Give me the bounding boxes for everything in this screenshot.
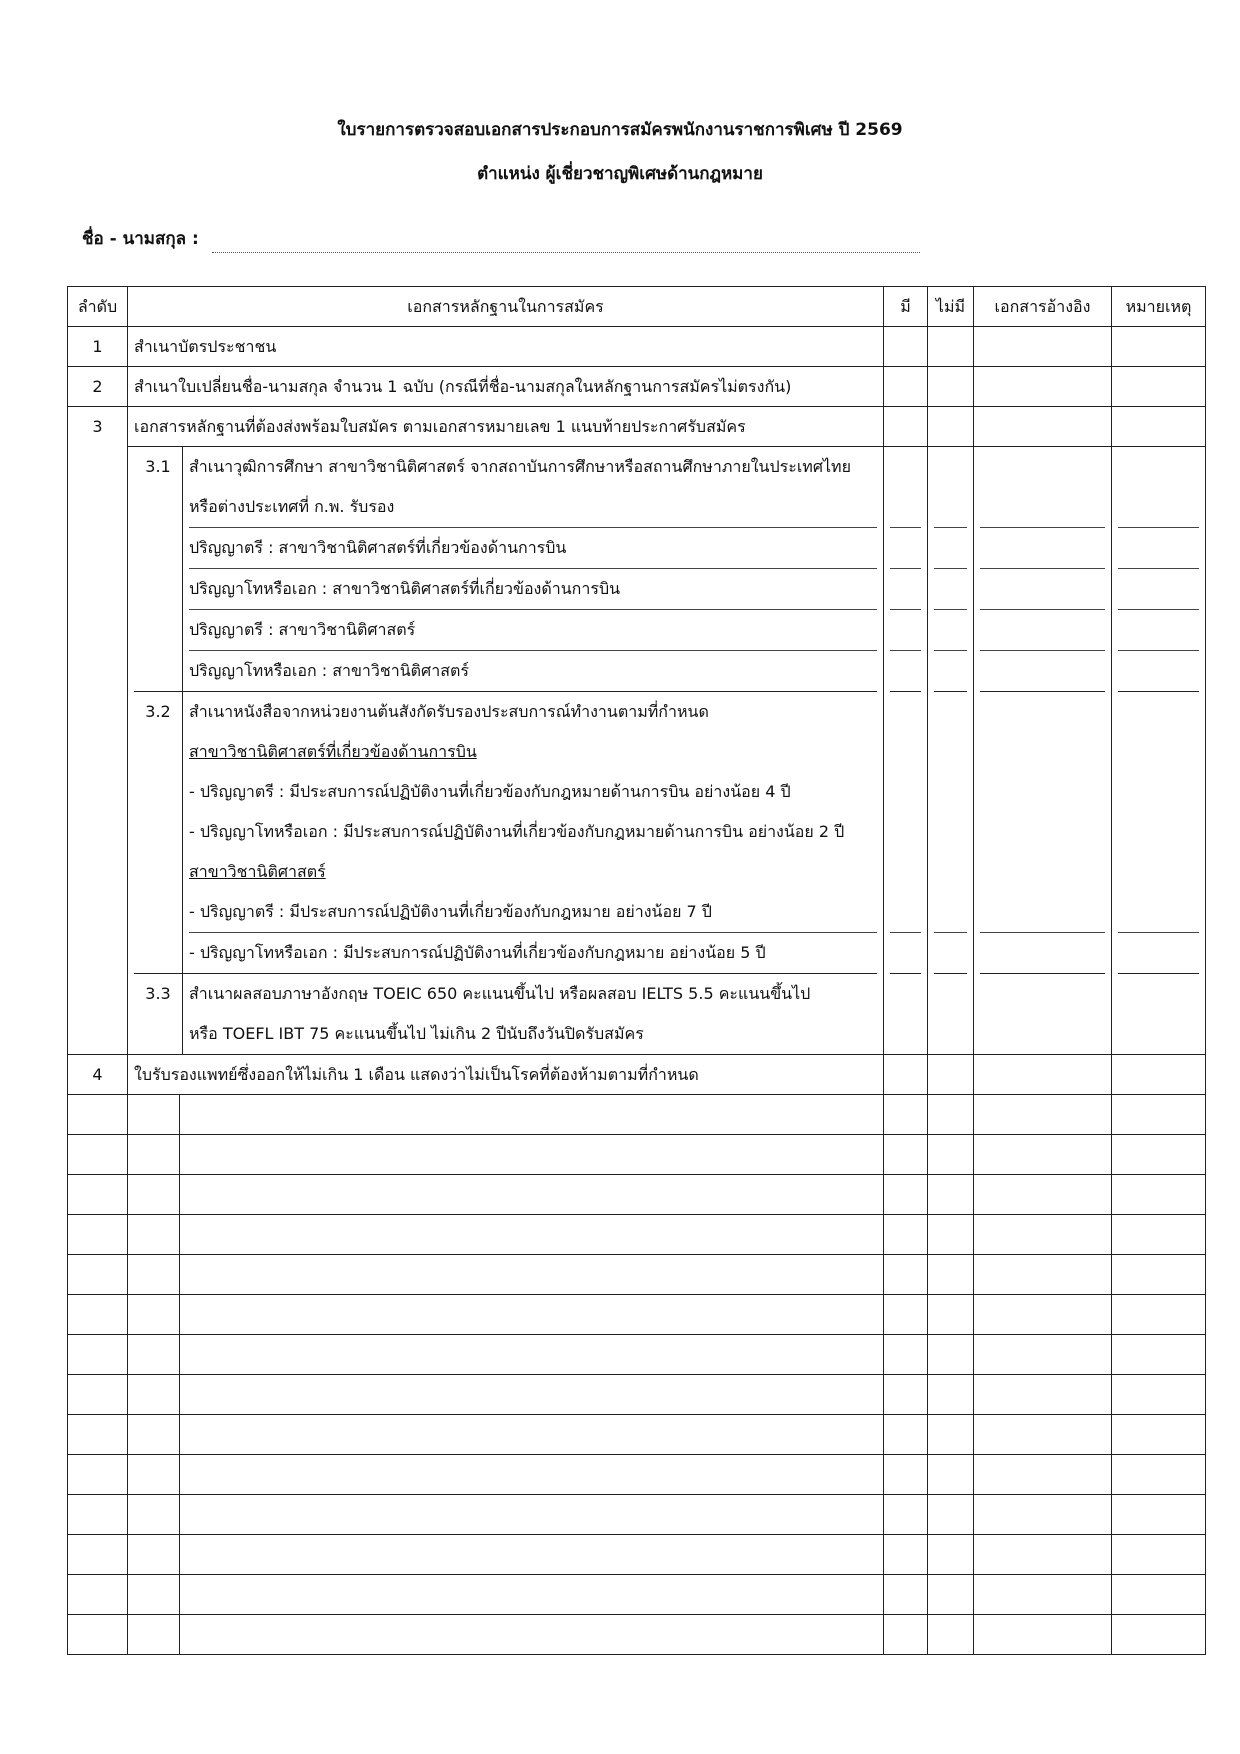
blank-cell[interactable]	[884, 1375, 928, 1415]
blank-cell[interactable]	[884, 1135, 928, 1175]
blank-cell[interactable]	[1112, 1415, 1206, 1455]
sub-item-number: 3.2	[134, 692, 183, 973]
blank-cell[interactable]	[928, 1375, 974, 1415]
reference-cell[interactable]	[974, 1055, 1112, 1095]
checklist-table	[67, 286, 1206, 1655]
blank-cell[interactable]	[128, 1255, 180, 1295]
blank-cell[interactable]	[68, 1575, 128, 1615]
blank-cell[interactable]	[1112, 1495, 1206, 1535]
blank-cell[interactable]	[884, 1495, 928, 1535]
blank-cell[interactable]	[928, 1175, 974, 1215]
row-number: 3	[68, 407, 128, 1055]
sub-item-line: สำเนาผลสอบภาษาอังกฤษ TOEIC 650 คะแนนขึ้นไป หรือผลสอบ IELTS 5.5 คะแนนขึ้นไป	[189, 984, 811, 1003]
reference-cell[interactable]	[974, 327, 1112, 367]
blank-cell[interactable]	[974, 1095, 1112, 1135]
row-number: 4	[68, 1055, 128, 1095]
sub-item-line: - ปริญญาโทหรือเอก : มีประสบการณ์ปฏิบัติงานที่เกี่ยวข้องกับกฎหมายด้านการบิน อย่างน้อย 2 ปี	[189, 822, 845, 841]
blank-cell[interactable]	[928, 1135, 974, 1175]
table-row	[68, 327, 1206, 367]
blank-cell[interactable]	[1112, 1295, 1206, 1335]
blank-cell[interactable]	[128, 1095, 180, 1135]
blank-row	[68, 1135, 1206, 1175]
blank-cell[interactable]	[68, 1295, 128, 1335]
blank-cell[interactable]	[974, 1495, 1112, 1535]
blank-cell[interactable]	[974, 1455, 1112, 1495]
sub-item-line: ปริญญาโทหรือเอก : สาขาวิชานิติศาสตร์ที่เกี่ยวข้องด้านการบิน	[189, 568, 877, 609]
col-document: เอกสารหลักฐานในการสมัคร	[128, 287, 884, 327]
row-text: เอกสารหลักฐานที่ต้องส่งพร้อมใบสมัคร ตามเอกสารหมายเลข 1 แนบท้ายประกาศรับสมัคร	[128, 407, 884, 447]
remark-cell[interactable]	[1112, 367, 1206, 407]
blank-cell[interactable]	[128, 1615, 180, 1655]
blank-cell[interactable]	[884, 1575, 928, 1615]
blank-cell[interactable]	[884, 1175, 928, 1215]
blank-row	[68, 1375, 1206, 1415]
blank-cell[interactable]	[928, 1255, 974, 1295]
table-row	[68, 367, 1206, 407]
sub-item-number: 3.1	[134, 447, 183, 691]
blank-cell[interactable]	[180, 1535, 884, 1575]
blank-cell[interactable]	[1112, 1255, 1206, 1295]
blank-cell[interactable]	[68, 1135, 128, 1175]
blank-cell[interactable]	[974, 1415, 1112, 1455]
blank-cell[interactable]	[180, 1255, 884, 1295]
reference-cell[interactable]	[974, 407, 1112, 447]
blank-cell[interactable]	[884, 1295, 928, 1335]
blank-row	[68, 1255, 1206, 1295]
blank-cell[interactable]	[68, 1095, 128, 1135]
blank-cell[interactable]	[1112, 1095, 1206, 1135]
blank-cell[interactable]	[1112, 1135, 1206, 1175]
blank-cell[interactable]	[884, 1455, 928, 1495]
blank-row	[68, 1495, 1206, 1535]
blank-cell[interactable]	[974, 1255, 1112, 1295]
position-title: ตำแหน่ง ผู้เชี่ยวชาญพิเศษด้านกฎหมาย	[477, 164, 763, 184]
blank-cell[interactable]	[974, 1295, 1112, 1335]
has-checkbox[interactable]	[884, 1055, 928, 1095]
blank-cell[interactable]	[128, 1215, 180, 1255]
row-text: สำเนาบัตรประชาชน	[128, 327, 884, 367]
has-checkbox[interactable]	[884, 407, 928, 447]
blank-cell[interactable]	[974, 1175, 1112, 1215]
blank-cell[interactable]	[68, 1375, 128, 1415]
blank-cell[interactable]	[928, 1575, 974, 1615]
blank-row	[68, 1175, 1206, 1215]
sub-item-line: ปริญญาโทหรือเอก : สาขาวิชานิติศาสตร์	[189, 650, 877, 691]
remark-cell[interactable]	[1112, 1055, 1206, 1095]
blank-row	[68, 1095, 1206, 1135]
blank-cell[interactable]	[68, 1255, 128, 1295]
blank-cell[interactable]	[68, 1615, 128, 1655]
blank-cell[interactable]	[68, 1175, 128, 1215]
blank-row	[68, 1335, 1206, 1375]
remark-cell[interactable]	[1112, 327, 1206, 367]
blank-cell[interactable]	[180, 1095, 884, 1135]
blank-cell[interactable]	[928, 1455, 974, 1495]
hasnt-checkbox[interactable]	[928, 1055, 974, 1095]
blank-cell[interactable]	[1112, 1455, 1206, 1495]
col-no: ลำดับ	[68, 287, 128, 327]
row-text: ใบรับรองแพทย์ซึ่งออกให้ไม่เกิน 1 เดือน แสดงว่าไม่เป็นโรคที่ต้องห้ามตามที่กำหนด	[128, 1055, 884, 1095]
blank-cell[interactable]	[928, 1295, 974, 1335]
sub-item-heading: สาขาวิชานิติศาสตร์	[189, 862, 326, 881]
col-has: มี	[884, 287, 928, 327]
blank-cell[interactable]	[180, 1375, 884, 1415]
blank-cell[interactable]	[1112, 1335, 1206, 1375]
sub-item-line: สำเนาวุฒิการศึกษา สาขาวิชานิติศาสตร์ จากสถาบันการศึกษาหรือสถานศึกษาภายในประเทศไทย	[189, 457, 851, 476]
row-number: 2	[68, 367, 128, 407]
name-label: ชื่อ - นามสกุล :	[82, 229, 199, 249]
sub-item-line: หรือ TOEFL IBT 75 คะแนนขึ้นไป ไม่เกิน 2 ปีนับถึงวันปิดรับสมัคร	[189, 1024, 644, 1043]
has-checkbox-column[interactable]	[884, 447, 928, 1055]
sub-item-3-3	[134, 973, 877, 1054]
blank-cell[interactable]	[128, 1415, 180, 1455]
blank-cell[interactable]	[128, 1295, 180, 1335]
sub-item-line: ปริญญาตรี : สาขาวิชานิติศาสตร์	[189, 609, 877, 650]
blank-cell[interactable]	[974, 1215, 1112, 1255]
blank-cell[interactable]	[180, 1415, 884, 1455]
blank-cell[interactable]	[1112, 1375, 1206, 1415]
remark-cell[interactable]	[1112, 407, 1206, 447]
blank-cell[interactable]	[128, 1535, 180, 1575]
blank-cell[interactable]	[180, 1295, 884, 1335]
has-checkbox[interactable]	[884, 367, 928, 407]
blank-cell[interactable]	[974, 1135, 1112, 1175]
blank-cell[interactable]	[180, 1175, 884, 1215]
blank-cell[interactable]	[128, 1575, 180, 1615]
sub-item-line: หรือต่างประเทศที่ ก.พ. รับรอง	[189, 497, 395, 516]
col-hasnt: ไม่มี	[928, 287, 974, 327]
sub-items-row	[68, 447, 1206, 1055]
blank-cell[interactable]	[128, 1335, 180, 1375]
blank-cell[interactable]	[180, 1215, 884, 1255]
reference-column[interactable]	[974, 447, 1112, 1055]
blank-cell[interactable]	[884, 1335, 928, 1375]
blank-row	[68, 1215, 1206, 1255]
blank-cell[interactable]	[974, 1535, 1112, 1575]
sub-item-3-2	[134, 691, 877, 973]
blank-cell[interactable]	[68, 1415, 128, 1455]
sub-item-line: - ปริญญาโทหรือเอก : มีประสบการณ์ปฏิบัติงานที่เกี่ยวข้องกับกฎหมาย อย่างน้อย 5 ปี	[189, 932, 877, 973]
table-row	[68, 407, 1206, 447]
name-fill-line[interactable]	[212, 252, 920, 253]
header-row	[68, 287, 1206, 327]
sub-item-line: ปริญญาตรี : สาขาวิชานิติศาสตร์ที่เกี่ยวข้องด้านการบิน	[189, 527, 877, 568]
page-title: ใบรายการตรวจสอบเอกสารประกอบการสมัครพนักงานราชการพิเศษ ปี 2569	[337, 120, 903, 140]
sub-item-line: - ปริญญาตรี : มีประสบการณ์ปฏิบัติงานที่เกี่ยวข้องกับกฎหมายด้านการบิน อย่างน้อย 4 ปี	[189, 782, 791, 801]
sub-item-line: - ปริญญาตรี : มีประสบการณ์ปฏิบัติงานที่เกี่ยวข้องกับกฎหมาย อย่างน้อย 7 ปี	[189, 902, 712, 921]
hasnt-checkbox[interactable]	[928, 367, 974, 407]
blank-cell[interactable]	[68, 1495, 128, 1535]
blank-cell[interactable]	[974, 1575, 1112, 1615]
sub-item-line: สำเนาหนังสือจากหน่วยงานต้นสังกัดรับรองประสบการณ์ทำงานตามที่กำหนด	[189, 702, 709, 721]
blank-cell[interactable]	[128, 1175, 180, 1215]
sub-item-3-1	[134, 447, 877, 691]
blank-cell[interactable]	[1112, 1535, 1206, 1575]
blank-cell[interactable]	[884, 1415, 928, 1455]
blank-cell[interactable]	[884, 1095, 928, 1135]
table-row	[68, 1055, 1206, 1095]
col-reference: เอกสารอ้างอิง	[974, 287, 1112, 327]
hasnt-checkbox[interactable]	[928, 327, 974, 367]
blank-cell[interactable]	[974, 1375, 1112, 1415]
blank-cell[interactable]	[180, 1135, 884, 1175]
row-text: สำเนาใบเปลี่ยนชื่อ-นามสกุล จำนวน 1 ฉบับ (กรณีที่ชื่อ-นามสกุลในหลักฐานการสมัครไม่ตรงกัน)	[128, 367, 884, 407]
blank-cell[interactable]	[1112, 1175, 1206, 1215]
blank-cell[interactable]	[884, 1615, 928, 1655]
blank-row	[68, 1295, 1206, 1335]
hasnt-checkbox[interactable]	[928, 407, 974, 447]
blank-cell[interactable]	[68, 1215, 128, 1255]
blank-cell[interactable]	[180, 1455, 884, 1495]
sub-item-heading: สาขาวิชานิติศาสตร์ที่เกี่ยวข้องด้านการบิน	[189, 742, 477, 761]
blank-cell[interactable]	[1112, 1615, 1206, 1655]
blank-cell[interactable]	[928, 1615, 974, 1655]
blank-cell[interactable]	[928, 1095, 974, 1135]
col-remark: หมายเหตุ	[1112, 287, 1206, 327]
remark-column[interactable]	[1112, 447, 1206, 1055]
blank-cell[interactable]	[180, 1495, 884, 1535]
blank-cell[interactable]	[180, 1615, 884, 1655]
blank-row	[68, 1415, 1206, 1455]
blank-cell[interactable]	[884, 1255, 928, 1295]
blank-row	[68, 1455, 1206, 1495]
hasnt-checkbox-column[interactable]	[928, 447, 974, 1055]
blank-cell[interactable]	[974, 1335, 1112, 1375]
blank-cell[interactable]	[128, 1375, 180, 1415]
blank-cell[interactable]	[928, 1415, 974, 1455]
blank-cell[interactable]	[884, 1535, 928, 1575]
row-number: 1	[68, 327, 128, 367]
blank-cell[interactable]	[1112, 1215, 1206, 1255]
sub-item-number: 3.3	[134, 974, 183, 1054]
blank-row	[68, 1615, 1206, 1655]
blank-cell[interactable]	[128, 1455, 180, 1495]
has-checkbox[interactable]	[884, 327, 928, 367]
blank-cell[interactable]	[180, 1575, 884, 1615]
reference-cell[interactable]	[974, 367, 1112, 407]
blank-cell[interactable]	[1112, 1575, 1206, 1615]
blank-row	[68, 1575, 1206, 1615]
blank-cell[interactable]	[974, 1615, 1112, 1655]
blank-row	[68, 1535, 1206, 1575]
blank-cell[interactable]	[928, 1335, 974, 1375]
blank-cell[interactable]	[68, 1455, 128, 1495]
blank-cell[interactable]	[928, 1535, 974, 1575]
blank-cell[interactable]	[180, 1335, 884, 1375]
blank-cell[interactable]	[884, 1215, 928, 1255]
blank-cell[interactable]	[128, 1135, 180, 1175]
blank-cell[interactable]	[68, 1335, 128, 1375]
blank-cell[interactable]	[128, 1495, 180, 1535]
blank-cell[interactable]	[928, 1495, 974, 1535]
blank-cell[interactable]	[68, 1535, 128, 1575]
sub-items	[128, 447, 884, 1055]
blank-cell[interactable]	[928, 1215, 974, 1255]
